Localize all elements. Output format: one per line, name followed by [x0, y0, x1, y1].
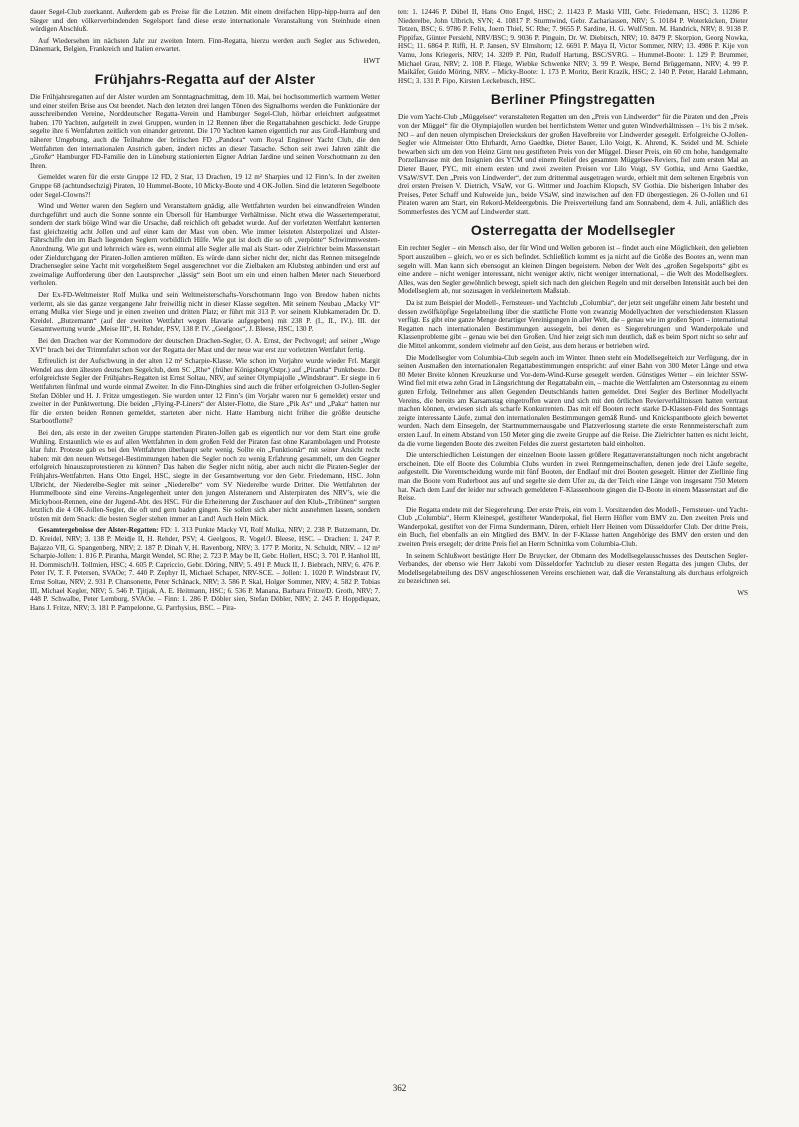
page-number: 362 — [392, 1083, 407, 1093]
article-paragraph: Die unterschiedlichen Leistungen der einzelnen Boote lassen größere Regattaveranstaltungen noch nicht angebracht erscheinen. Die elf Boote des Columbia Clubs wurden in zwei Renngemeinschaften, denen jede drei Läufe segelte, aufgestellt. Die Vorentscheidung wurde mit fünf Booten, der Endlauf mit drei Booten gesegelt. Hinter der Ziellinie fing man die Boote vom Ruderboot aus auf und segelte sie dem Ufer zu, da der Teich eine Länge von insgesamt 750 Metern hat. Nach dem Lauf der leider nur schwach gemeldeten F-Klassenboote gingen die D-Boote in einem Massenstart auf die Reise. — [398, 451, 748, 503]
article-paragraph: Die Frühjahrsregatten auf der Alster wurden am Sonntagnachmittag, dem 10. Mai, bei hochsommerlich warmem Wetter und einer steifen Brise aus Ost beendet. Nach den letzten drei langen Tönen des Signalhorns werden die Funktionäre der ausschreibenden Vereine, Norddeutscher Regatta-Verein und Hamburger Segel-Club, hörbar erleichtert aufgeatmet haben. 170 Yachten, aufgeteilt in zwei Gruppen, wurden in 12 Rennen über die Regattabahnen geschickt. Jede Gruppe segelte ihre 6 Wettfahrten zeitlich von einander getrennt. Die 170 Yachten kamen eigentlich nur aus Groß-Hamburg und näherer Umgebung, auch die Teilnahme der britischen FD „Pandora“ vom Royal Engineer Yacht Club, die den Wettfahrten den internationalen Anstrich gaben, ändert nichts an dieser Tatsache. Schon seit zwei Jahren zählt die „Große“ Hamburger FD-Familie den in Lüneburg stationierten Eigner Adrian Jardine und seinen Vorschotmann zu den Ihren. — [30, 92, 380, 170]
article-paragraph: Da ist zum Beispiel der Modell-, Fernsteuer- und Yachtclub „Columbia“, der jetzt seit ungefähr einem Jahr besteht und dessen zwölfköpfige Segelabteilung über die stattliche Flotte von zwanzig Modellyachten der verschiedensten Klassen verfügt. Es gibt eine ganze Menge derartiger Vereinigungen in aller Welt, die – genau wie im großen Sport – international Regatten nach internationalen Bestimmungen aussegeln, bei denen es Siegerehrungen und Wanderpokale und Klassenprobleme gibt – genau wie bei den Großen. Und hier zeigt sich nun deutlich, daß es beim Sport nicht so sehr auf die Mittel ankommt, sondern vielmehr auf den Geist, aus dem heraus er betrieben wird. — [398, 299, 748, 350]
results-paragraph — [30, 526, 380, 612]
article-paragraph: Bei den, als erste in der zweiten Gruppe startenden Piraten-Jollen gab es eigentlich nur vor dem Start eine große Wuhling. Erstaunlich wie es auf allen Wettfahrten in dem großen Feld der Piraten fast ohne Karambolagen und Proteste klar fuhr. Proteste gab es bei den Wettfahrten überhaupt sehr wenig. Sollte ein „Funktionär“ mit seiner Ansicht recht haben: mit den neuen Wettsegel-Bestimmungen haben die Segler noch zu wenig Erfahrung gesammelt, um den Gegner erfolgreich hinauszuprotestieren zu können? Das haben die Segler nicht nötig, aber auch nicht die Piraten-Segler der Frühjahrs-Wettfahrten. Hans Otto Engel, HSC, siegte in der Gesamtwertung vor den Gebr. Friedemann, HSC. John Ulbricht, der Niederelbe-Segler mit seiner „Niederelbe“ vom SV Niederelbe wurde Dritter. Die Wettfahrten der Hummelboote sind eine Vereins-Angelegenheit unter den jungen Alsteranern und Alsterpiraten des NRV’s, wie die Mickyboot-Rennen, eine der Jugend-Abt. des HSC. Für die Erheiterung der Zuschauer auf den Klub-„Tribünen“ sorgten letztlich die 4 OK-Jollen-Segler, die oft und gern baden gingen. Sie sollen sich aber nicht ausnehmen lassen, sondern trösten mit dem Snack: die besten Segler stehen immer an Land! Auch Hein Mück. — [30, 428, 380, 523]
article-paragraph: Gemeldet waren für die erste Gruppe 12 FD, 2 Star, 13 Drachen, 19 12 m² Sharpies und 12 Finn’s. In der zweiten Gruppe 68 (achtundsechzig) Piraten, 10 Hummel-Boote, 10 Micky-Boote und 4 OK-Jollen. Sind die letzteren Segelboote oder Segel-Clowns?! — [30, 173, 380, 199]
article-paragraph: Erfreulich ist der Aufschwung in der alten 12 m² Scharpie-Klasse. Wie schon im Vorjahre wurde wieder Frl. Margit Wendel aus dem ältesten deutschen Segelclub, dem SC „Rhe“ (früher Königsberg/Ostpr.) auf „Piranha“ Punktbeste. Der erfolgreichste Segler der Frühjahrs-Regatten ist Ernst Soltau, NRV, auf seiner Olympiajolle „Windsbraut“. Er siegte in 6 Wettfahrten fünfmal und wurde einmal Zweiter. In die Finn-Dinghies sind auch die früher erfolgreichen O-Jollen-Segler Stefan Döbler und H. J. Fritze umgestiegen. Sie wurden unter 12 Finn’s (im Vorjahr waren nur 6 gemeldet) erster und zweiter in der Punktwertung. Die beiden „Flying-P-Liners“ der Alster-Flotte, die Stare „Pik As“ und „Paka“ hatten nur für die ersten beiden Rennen gemeldet, starteten aber nicht. Hatte Hamburg nicht früher die größte deutsche Starbootflotte? — [30, 357, 380, 426]
right-column — [398, 8, 748, 597]
berlin-article — [398, 113, 748, 216]
article-paragraph: Ein rechter Segler – ein Mensch also, der für Wind und Wellen geboren ist – findet auch eine Möglichkeit, den geliebten Sport auszuüben – gleich, wo er es sich befindet. Schließlich kommt es ja nicht auf die Größe des Bootes an, wenn man segeln will. Man kann sich ebensogut an kleinen Dingen begeistern. Neben der Welt des „großen Segelsports“ gibt es eine andere – nicht weniger interessant, nicht weniger aktiv, nicht weniger international, – die Welt des Modellseglers. Alles, was den Segler gewöhnlich bewegt, spielt sich nach den gleichen Regeln und mit derselben Intensität auch bei den Modellseglern ab, nur sozusagen in verkleinertem Maßstab. — [398, 244, 748, 296]
modellsegler-article — [398, 244, 748, 597]
intro-signature: HWT — [363, 56, 380, 65]
article-paragraph: Bei den Drachen war der Kommodore der deutschen Drachen-Segler, O. A. Ernst, der Pechvogel; auf seiner „Woge XVI“ brach bei der Trimmfahrt schon vor der Regatta der Mast und der neue war erst zur vorletzten Wettfahrt fertig. — [30, 337, 380, 354]
alster-article — [30, 93, 380, 612]
intro-paragraph: dauer Segel-Club zuerkannt. Außerdem gab es Preise für die Letzten. Mit einem dreifachen Hipp-hipp-hurra auf den Sieger und den völkerverbindenden Segelsport fand diese erste internationale Veranstaltung von Steinhude einen würdigen Abschluß. — [30, 8, 380, 34]
section-title-alster: Frühjahrs-Regatta auf der Alster — [94, 70, 316, 87]
intro-text — [30, 8, 380, 65]
article-paragraph: Der Ex-FD-Weltmeister Rolf Mulka und sein Weltmeisterschafts-Vorschotmann Ingo von Bredow haben nichts verlernt, als sie das ganze vergangene Jahr freiwillig nicht in dieser Klasse segelten. Mit seinem Neubau „Macky VI“ errang Mulka vier Siege und je einen zweiten und dritten Platz; er führt mit 313 P. vor seinem Klubkameraden Dr. D. Kreidel. „Butzemann“ (auf der zweiten Wettfahrt wegen Havarie aufgegeben) mit 238 P. (I., II., IV.). III. der Gesamtwertung wurde „Meise III“, H. Rehder, PSV, 138 P. IV. „Geelgoos“, J. Bleese, HSC, 130 P. — [30, 291, 380, 334]
section-title-berlin: Berliner Pfingstregatten — [490, 91, 656, 108]
results-text: FD: 1. 313 Punkte Macky VI, Rolf Mulka, NRV; 2. 238 P. Butzemann, Dr. D. Kreidel, NRV; 3. 138 P. Meidje II, H. Rehder, PSV; 4. Geelgoos, R. Vogel/J. Bleese, HSC. – Drachen: 1. 247 P. Bajazzo VII, G. Spangenberg, NRV; 2. 187 P. Dinah V, H. Ravenborg, NRV; 3. 177 P. Moritz, N. Schuldt, NRV. – 12 m² Scharpie-Jollen: 1. 816 P. Piranha, Margit Wendel, SC Rhe; 2. 723 P. May be II, Gebr. Hollert, HSC; 3. 701 P. Hanhol III, H. Dommisch/H. Tollmien, HSC; 4. 605 P. Capriccio, Gebr. Döring, NRV; 5. 491 P. Muck II, J. Biebrach, NRV; 6. 476 P. Peter IV, T. F. Petersen, SVAOe; 7. 440 P. Zephyr II, Michael Schaper, NRV-SCE. – Jollen: 1. 1020 P. Windsbraut IV, Ernst Soltau, NRV; 2. 931 P. Chansonette, Peter Schänack, NRV; 3. 586 P. Skal, Holger Sommer, NRV; 4. 582 P. Tobias III, Michael Kegler, NRV; 5. 546 P. Tjitjak, A. E. Heitmann, HSC; 6. 536 P. Manana, Barbara Fritze/D. Groth, NRV; 7. 448 P. Schwalbe, Peter Lemburg, SVAOe. – Finn: 1. 286 P. Döbler sien, Stefan Döbler, NRV; 2. 245 P. Hoppdiquax, Hans J. Fritze, NRV; 3. 181 P. Pampelonne, G. Parrhysius, BSC. – Pira- — [30, 526, 380, 612]
article-paragraph: Die vom Yacht-Club „Müggelsee“ veranstalteten Regatten um den „Preis von Lindwerder“ für die Piraten und den „Preis von der Müggel“ für die Olympiajollen wurden bei herrlichstem Wetter und guten Windverhältnissen – 1½ bis 2 m/sek. NO – auf den neuen olympischen Dreieckskurs der großen Havelbreite vor Lindwerder gesegelt. Erfolgreiche O-Jollen-Segler wie Altmeister Otto Ehrhardt, Arno Gaedtke, Dieter Bauer, Lilo Voigt, K. Ahrend, K. Seidel und M. Schiele bewarben sich um den von Heinz Girnt neu gestifteten Preis von der Müggel. Dieser Preis, ein 60 cm hohe, handgemalte Porzellanvase mit den Insignien des YCM und einem Relief des gesamten Müggelsee-Reviers, fiel zum ersten Mal an Dieter Bauer, PYC, mit einem ersten und zwei zweiten Preisen vor Lilo Voigt, SV Gothia, und Arno Gaedtke, VSaW/SVT. Den „Preis von Lindwerder“, der zum drittenmal ausgetragen wurde, erhielt mit dem seltenen Ergebnis von drei ersten Preisen V. Dietrich, VSaW, vor G. Wittmer und Joachim Klopsch, SV Gothia. Die bisherigen Inhaber des Preises, Peter Schaff und Kuhweide jun., beide VSaW, sind inzwischen auf den FD übergestiegen. 26 O-Jollen und 61 Piraten waren am Start, ein Rekord-Meldeergebnis. Die Preisverteilung fand am Sonnabend, dem 4. Juli, anläßlich des Sommerfestes des YCM auf Lindwerder statt. — [398, 113, 748, 216]
article-paragraph: Wind und Wetter waren den Seglern und Veranstaltern gnädig, alle Wettfahrten wurden bei einwandfreien Winden durchgeführt und auch die Sonne sonnte ein Übersoll für Hamburger Verhältnisse. Nicht etwa die Wassertemperatur, sondern der stark böige Wind war die Ursache, daß reichlich oft gebadet wurde. Auf der vorletzten Wettfahrt kenterten fast gleichzeitig acht Jollen und auf einer kam der Mast von oben. Wie immer leisteten Alsterpolizei und Alster-Fährschiffe den im Bach liegenden Seglern vorbildlich Hilfe. Wie gut ist doch die so oft „verpönte“ Schwimmwesten-Anordnung. Wie gut und lehrreich wäre es, wenn einmal alle Segler alle mal als Start- oder Zielrichter beim Massenstart oder Zieldurchgang der Piraten-Jollen amtieren müßten. Es würde dann sicher nicht der, nicht das Rennen mitsegelnde Drachensegler seine Yacht mit vorgeheißtem Segel ausgerechnet vor die Zielbaken am Klubsteg anbinden und erst auf zweimalige Aufforderung über den Lautsprecher „lässig“ sein Boot um ein und einen halben Meter nach Steuerbord verholen. — [30, 202, 380, 288]
section-title-modellsegler: Osterregatta der Modellsegler — [470, 222, 676, 239]
article-paragraph: Die Modellsegler vom Columbia-Club segeln auch im Winter. Ihnen steht ein Modellsegelteich zur Verfügung, der in seinen Ausmaßen den internationalen Regattabestimmungen entspricht: auf einer Bahn von 300 Meter Länge und etwa 80 Meter Breite können Kreuzkurse und Vor-dem-Wind-Kurse gesegelt werden. Günstiges Wetter – ein leichter SSW-Wind fiel mit etwa zehn Grad in Längsrichtung der Regattabahn ein, – machte die Wettfahrten am Ostersonntag zu einem guten Erfolg. Teilnehmer aus allen Gegenden Deutschlands hatten gemeldet. Drei Segler des Berliner Modellyacht Vereins, die bereits am Karsamstag eingetroffen waren und sich mit den örtlichen Revierverhältnissen hatten vertraut machen können, erwiesen sich als scharfe Konkurrenten. Das mit elf Booten recht starke D-Klassen-Feld des Sonntags zeigte interessante Läufe, zumal den internationalen Bestimmungen gemäß Rund- und Knickspantboote gleich bewertet wurden. Nach dem Einsegeln, der Startnummernausgabe und Platzverlosung startete die erste Rennmeisterschaft zum ersten Lauf. In einem Abstand von 150 Meter ging die zweite Gruppe auf die Reise. Die Zielrichter hatten es nicht leicht, da die vorne liegenden Boote des zweiten Feldes die zuerst gestarteten bald einholten. — [398, 353, 748, 448]
results-heading: Gesamtergebnisse der Alster-Regatten: — [38, 526, 159, 535]
article-signature: WS — [737, 589, 748, 598]
article-paragraph: Die Regatta endete mit der Siegerehrung. Der erste Preis, ein vom 1. Vorsitzenden des Modell-, Fernsteuer- und Yacht-Club „Columbia“, Herrn Kleinespel, gestifteter Wanderpokal, fiel Herrn Höfler vom BMV zu. Den zweiten Preis und Wanderpokal, gestiftet von der Firma Sundermann, Düren, erhielt Herr Heinen vom Düsseldorfer Club. Der dritte Preis, ein Buch, fiel ebenfalls an ein Mitglied des BMV. In der F-Klasse hatten Angehörige des BMV den ersten und den zweiten Preis ersegelt; der dritte Preis fiel an Herrn Schnittka vom Columbia-Club. — [398, 505, 748, 549]
intro-paragraph: Auf Wiedersehen im nächsten Jahr zur zweiten Intern. Finn-Regatta, hierzu werden auch Segler aus Schweden, Dänemark, Belgien, Frankreich und Italien erwartet. — [30, 36, 380, 54]
left-column — [30, 8, 380, 615]
article-paragraph: In seinem Schlußwort bestätigte Herr De Bruycker, der Obmann des Modellsegelausschusses des Deutschen Segler-Verbandes, der ebenso wie Herr Jakobi vom Düsseldorfer Yachtclub zu dieser ersten Regatta des jungen Clubs, der Modellsegelabteilung des DSV angeschlossenen Vereins erschienen war, daß die Veranstaltung als durchaus erfolgreich zu bezeichnen sei. — [398, 551, 748, 586]
results-continuation: ten: 1. 12446 P. Dübel II, Hans Otto Engel, HSC; 2. 11423 P. Maski VIII, Gebr. Friedemann, HSC; 3. 11286 P. Niederelbe, John Ulbrich, SVN; 4. 10817 P. Sturmwind, Gebr. Zachariassen, NRV; 5. 10184 P. Woterkücken, Dieter Tetzen, BSC; 6. 9786 P. Felix, Joern Thiel, SC Rhe; 7. 9655 P. Sardine, H. G. Wulf/Stm. M. Handrick, NRV; 8. 9138 P. Pippifax, Günter Persiehl, NRV/BSC; 9. 9036 P. Pinguin, Dr. W. Diebitsch, NRV; 10. 8479 P. Skorpion, Georg Nowka, HSC; 11. 6864 P. Riffi, H. P. Jansen, SV Elmshorn; 12. 6691 P. Maya II, Victor Sommer, NRV; 13. 4986 P. Kije von Vamu, Jons Kriegeris, NRV; 14. 3209 P. Pütt, Rudolf Hartung, BSC/SVRG. – Hummel-Boote: 1. 129 P. Brummer, Michael Grau, NRV; 2. 108 P. Fliege, Wiebke Schwenke NRV; 3. 99 P. Wespe, Bernd Brüggemann, NRV; 4. 99 P. Maikäfer, Guido Möring, NRV. – Micky-Boote: 1. 173 P. Moritz, Berit Krazik, HSC; 2. 140 P. Peter, Harald Lehmann, HSC; 3. 131 P. Fipo, Kirsten Leckebusch, HSC. — [398, 8, 748, 85]
